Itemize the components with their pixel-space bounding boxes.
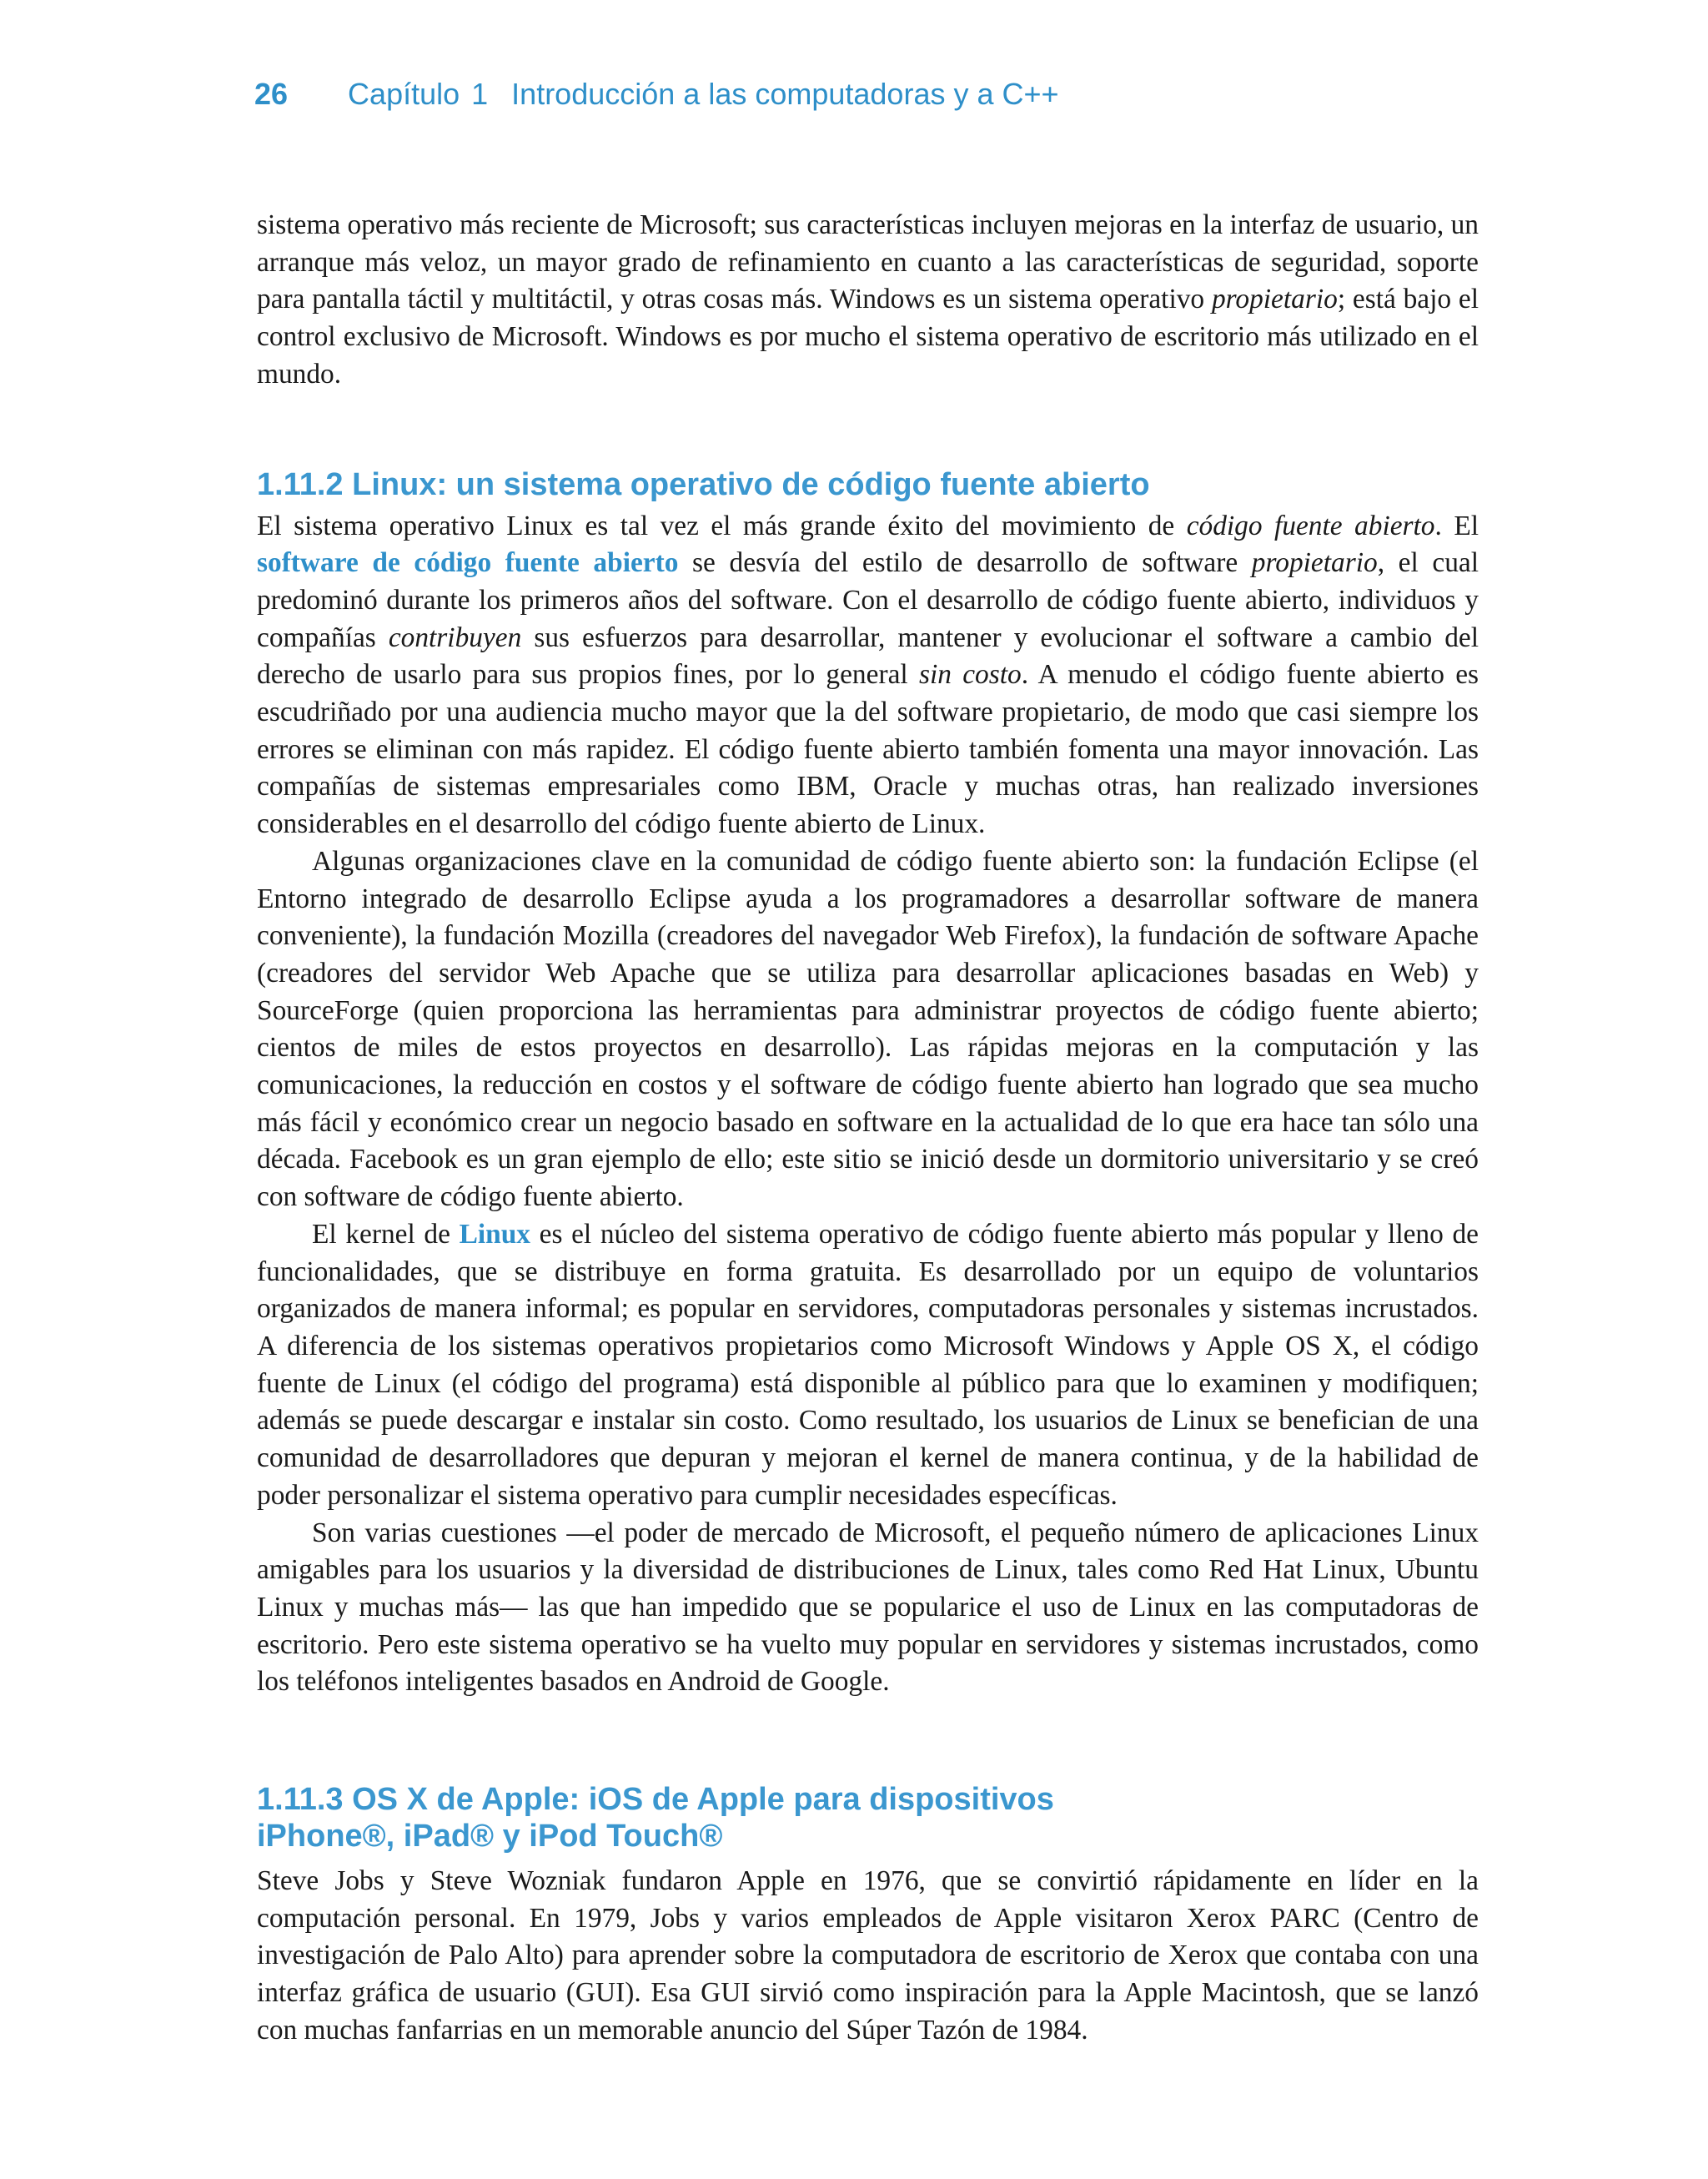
section-heading-linux: 1.11.2 Linux: un sistema operativo de código fuente abierto: [257, 466, 1150, 502]
apple-paragraph-1: Steve Jobs y Steve Wozniak fundaron Apple en 1976, que se convirtió rápidamente en líder en la computación personal. En 1979, Jobs y varios empleados de Apple visitaron Xerox PARC (Centro de investigación de Palo Alto) para aprender sobre la computadora de escritorio de Xerox que contaba con una interfaz gráfica de usuario (GUI). Esa GUI sirvió como inspiración para la Apple Macintosh, que se lanzó con muchas fanfarrias en un memorable anuncio del Súper Tazón de 1984.: [257, 1865, 1479, 2046]
heading-line: iPhone®, iPad® y iPod Touch®: [257, 1819, 723, 1854]
key-term: Linux: [459, 1218, 530, 1250]
running-header: [254, 77, 1059, 118]
text-run: es el núcleo del sistema operativo de código fuente abierto más popular y lleno de funcionalidades, que se distribuye en forma gratuita. Es desarrollado por un equipo de voluntarios organizados de manera informal; es popular en servidores, computadoras personales y sistemas incrustados. A diferencia de los sistemas operativos propietarios como Microsoft Windows y Apple OS X, el código fuente de Linux (el código del programa) está disponible al público para que lo examinen y modifiquen; además se puede descargar e instalar sin costo. Como resultado, los usuarios de Linux se benefician de una comunidad de desarrolladores que depuran y mejoran el kernel de manera continua, y de la habilidad de poder personalizar el sistema operativo para cumplir necesidades específicas.: [257, 1218, 1479, 1511]
key-term: software de código fuente abierto: [257, 547, 679, 579]
text-run: El sistema operativo Linux es tal vez el más grande éxito del movimiento de: [257, 510, 1187, 541]
text-run: sus esfuerzos para desarrollar, mantener y evolucionar el software a cambio del derecho de usarlo para sus propios fines, por lo general: [257, 621, 1479, 691]
text-run: , el cual predominó durante los primeros años del software. Con el desarrollo de código fuente abierto, individuos y compañías: [257, 547, 1479, 653]
italic-term: sin costo: [918, 659, 1022, 691]
text-run: ; está bajo el control exclusivo de Microsoft. Windows es por mucho el sistema operativo de escritorio más utilizado en el mundo.: [257, 284, 1479, 390]
intro-paragraph: [257, 207, 1479, 394]
chapter-label: Capítulo: [348, 77, 460, 111]
chapter-title: Introducción a las computadoras y a C++: [511, 77, 1059, 111]
text-run: . El: [1434, 510, 1479, 541]
italic-term: propietario: [1251, 547, 1378, 579]
text-run: . A menudo el código fuente abierto es escudriñado por una audiencia mucho mayor que la del software propietario, de modo que casi siempre los errores se eliminan con más rapidez. El código fuente abierto también fomenta una mayor innovación. Las compañías de sistemas empresariales como IBM, Oracle y muchas otras, han realizado inversiones considerables en el desarrollo del código fuente abierto de Linux.: [257, 659, 1479, 840]
italic-term: código fuente abierto: [1186, 510, 1435, 541]
text-run: se desvía del estilo de desarrollo de software: [678, 547, 1252, 579]
page-body: [257, 207, 1479, 2050]
italic-term: contribuyen: [388, 621, 522, 653]
heading-line: 1.11.3 OS X de Apple: iOS de Apple para dispositivos: [257, 1782, 1054, 1818]
linux-paragraph-3: [257, 1216, 1479, 1515]
chapter-number: 1: [471, 77, 489, 111]
linux-paragraph-2: Algunas organizaciones clave en la comunidad de código fuente abierto son: la fundación Eclipse (el Entorno integrado de desarrollo Eclipse ayuda a los programadores a desarrollar software de manera conveniente), la fundación Mozilla (creadores del navegador Web Firefox), la fundación de software Apache (creadores del servidor Web Apache que se utiliza para desarrollar aplicaciones basadas en Web) y SourceForge (quien proporciona las herramientas para administrar proyectos de código fuente abierto; cientos de miles de estos proyectos en desarrollo). Las rápidas mejoras en la computación y las comunicaciones, la reducción en costos y el software de código fuente abierto han logrado que sea mucho más fácil y económico crear un negocio basado en software en la actualidad de lo que era hace tan sólo una década. Facebook es un gran ejemplo de ello; este sitio se inició desde un dormitorio universitario y se creó con software de código fuente abierto.: [257, 845, 1479, 1213]
text-run: sistema operativo más reciente de Microsoft; sus características incluyen mejoras en la interfaz de usuario, un arranque más veloz, un mayor grado de refinamiento en cuanto a las características de seguridad, soporte para pantalla táctil y multitáctil, y otras cosas más. Windows es un sistema operativo: [257, 209, 1479, 315]
linux-paragraph-1: [257, 508, 1479, 843]
italic-term: propietario: [1211, 284, 1338, 315]
linux-paragraph-4: Son varias cuestiones —el poder de mercado de Microsoft, el pequeño número de aplicaciones Linux amigables para los usuarios y la diversidad de distribuciones de Linux, tales como Red Hat Linux, Ubuntu Linux y muchas más— las que han impedido que se popularice el uso de Linux en las computadoras de escritorio. Pero este sistema operativo se ha vuelto muy popular en servidores y sistemas incrustados, como los teléfonos inteligentes basados en Android de Google.: [257, 1517, 1479, 1698]
text-run: El kernel de: [312, 1218, 460, 1250]
section-heading-apple: [257, 1781, 1479, 1854]
page-number: 26: [254, 77, 289, 111]
